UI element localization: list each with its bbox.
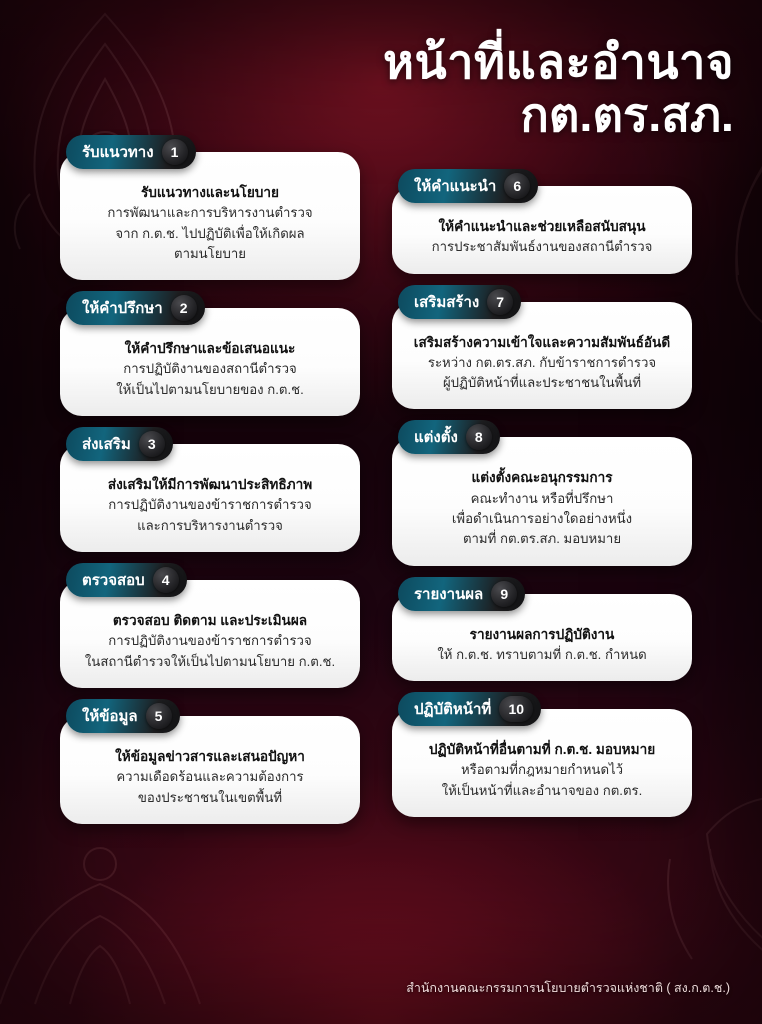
duty-number-7: 7	[487, 289, 513, 315]
duty-rest-8: คณะทำงาน หรือที่ปรึกษา เพื่อดำเนินการอย่างใดอย่างหนึ่ง ตามที่ กต.ตร.สภ. มอบหมาย	[451, 490, 633, 547]
duty-body-2	[76, 338, 344, 400]
duty-card-6	[392, 178, 692, 274]
duty-number-10: 10	[499, 696, 533, 722]
duty-body-10	[408, 739, 676, 801]
duty-body-4	[76, 610, 344, 672]
duty-card-7	[392, 293, 692, 410]
duty-card-3	[60, 436, 360, 552]
duty-tab-label-7: เสริมสร้าง	[414, 293, 480, 311]
title-line-2: กต.ตร.สภ.	[520, 87, 734, 141]
duty-lead-9: รายงานผลการปฏิบัติงาน	[469, 626, 615, 642]
duty-rest-6: การประชาสัมพันธ์งานของสถานีตำรวจ	[431, 239, 653, 255]
duty-tab-label-2: ให้คำปรึกษา	[82, 300, 163, 318]
duty-card-8	[392, 429, 692, 565]
duty-card-9	[392, 585, 692, 682]
duty-number-2: 2	[171, 295, 197, 321]
duty-tab-9	[398, 577, 525, 611]
duty-body-3	[76, 474, 344, 536]
duty-tab-8	[398, 420, 500, 454]
left-column	[60, 144, 360, 852]
duty-lead-5: ให้ข้อมูลข่าวสารและเสนอปัญหา	[115, 749, 305, 765]
duty-body-8	[408, 467, 676, 549]
duty-lead-6: ให้คำแนะนำและช่วยเหลือสนับสนุน	[438, 219, 646, 234]
duty-card-5	[60, 708, 360, 824]
duty-lead-1: รับแนวทางและนโยบาย	[140, 185, 280, 200]
duty-tab-4	[66, 563, 187, 597]
duty-tab-2	[66, 291, 205, 325]
duty-body-5	[76, 746, 344, 808]
duty-tab-label-6: ให้คำแนะนำ	[414, 178, 497, 195]
duty-tab-label-4: ตรวจสอบ	[82, 572, 145, 590]
duty-tab-label-3: ส่งเสริม	[82, 436, 131, 454]
duty-tab-label-9: รายงานผล	[414, 585, 484, 603]
duty-tab-10	[398, 692, 541, 726]
duty-tab-6	[398, 169, 538, 203]
duty-tab-label-8: แต่งตั้ง	[414, 429, 458, 447]
duty-body-7	[408, 332, 676, 394]
duty-rest-9: ให้ ก.ต.ช. ทราบตามที่ ก.ต.ช. กำหนด	[437, 646, 647, 662]
duty-card-4	[60, 572, 360, 688]
duty-rest-3: การปฏิบัติงานของข้าราชการตำรวจ และการบริหารงานตำรวจ	[108, 497, 312, 533]
duty-tab-label-10: ปฏิบัติหน้าที่	[414, 701, 492, 719]
right-column	[392, 178, 692, 845]
duty-number-3: 3	[139, 431, 165, 457]
duty-lead-4: ตรวจสอบ ติดตาม และประเมินผล	[112, 613, 308, 629]
duty-rest-1: การพัฒนาและการบริหารงานตำรวจ จาก ก.ต.ช. ไปปฏิบัติเพื่อให้เกิดผล ตามนโยบาย	[107, 205, 313, 261]
duty-rest-2: การปฏิบัติงานของสถานีตำรวจ ให้เป็นไปตามนโยบายของ ก.ต.ช.	[116, 361, 304, 397]
duty-rest-7: ระหว่าง กต.ตร.สภ. กับข้าราชการตำรวจ ผู้ปฏิบัติหน้าที่และประชาชนในพื้นที่	[427, 354, 657, 391]
duty-lead-8: แต่งตั้งคณะอนุกรรมการ	[471, 470, 613, 486]
footer-credit: สำนักงานคณะกรรมการนโยบายตำรวจแห่งชาติ ( สง.ก.ต.ช.)	[406, 981, 730, 995]
duty-tab-7	[398, 285, 521, 319]
duty-body-6	[408, 216, 676, 258]
duty-body-1	[76, 182, 344, 264]
duty-card-2	[60, 300, 360, 416]
duty-number-9: 9	[491, 581, 517, 607]
duty-body-9	[408, 624, 676, 666]
duty-lead-3: ส่งเสริมให้มีการพัฒนาประสิทธิภาพ	[107, 477, 313, 493]
duty-number-1: 1	[162, 139, 188, 165]
duty-rest-5: ความเดือดร้อนและความต้องการ ของประชาชนในเขตพื้นที่	[116, 769, 304, 805]
duty-lead-7: เสริมสร้างความเข้าใจและความสัมพันธ์อันดี	[413, 334, 671, 350]
duty-number-5: 5	[146, 703, 172, 729]
duty-tab-5	[66, 699, 180, 733]
duty-number-4: 4	[153, 567, 179, 593]
duty-card-10	[392, 701, 692, 817]
duty-number-6: 6	[504, 173, 530, 199]
duty-lead-10: ปฏิบัติหน้าที่อื่นตามที่ ก.ต.ช. มอบหมาย	[428, 742, 656, 758]
duty-tab-label-5: ให้ข้อมูล	[82, 708, 138, 726]
title-line-1: หน้าที่และอำนาจ	[382, 35, 734, 88]
duty-lead-2: ให้คำปรึกษาและข้อเสนอแนะ	[124, 341, 296, 357]
page-title	[0, 36, 734, 141]
duty-tab-label-1: รับแนวทาง	[82, 144, 154, 161]
duty-rest-4: การปฏิบัติงานของข้าราชการตำรวจ ในสถานีตำรวจให้เป็นไปตามนโยบาย ก.ต.ช.	[84, 633, 336, 669]
duty-rest-10: หรือตามที่กฎหมายกำหนดไว้ ให้เป็นหน้าที่และอำนาจของ กต.ตร.	[441, 762, 643, 798]
duty-card-1	[60, 144, 360, 280]
duty-number-8: 8	[466, 424, 492, 450]
duty-tab-3	[66, 427, 173, 461]
